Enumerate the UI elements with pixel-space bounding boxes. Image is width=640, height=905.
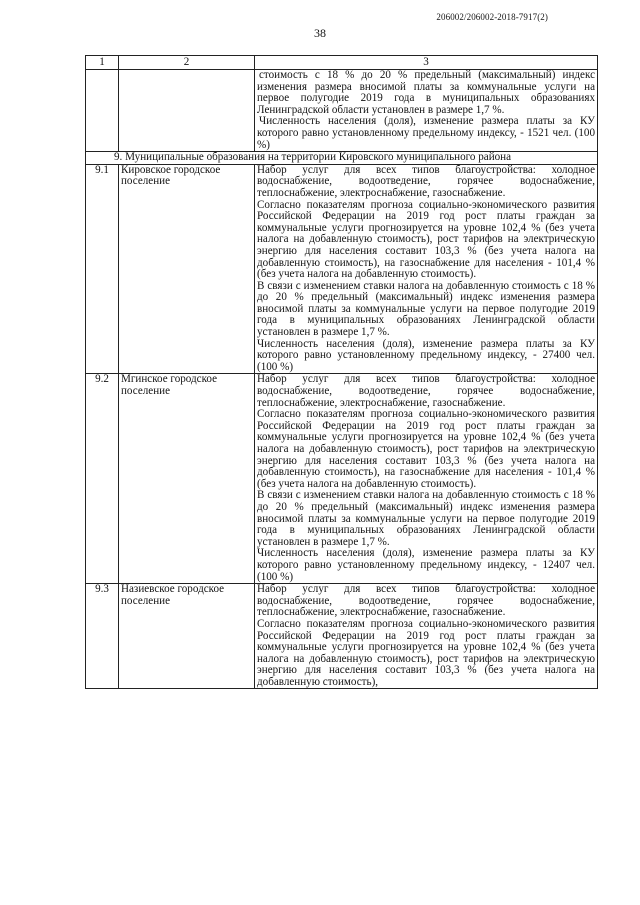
- paragraph: Численность населения (доля), изменение размера платы за КУ которого равно установленному предельному индексу, - 27400 чел. (100 %): [257, 337, 595, 373]
- row-text-cell: [255, 374, 598, 584]
- table-row: [86, 584, 598, 689]
- row-number: 9.3: [86, 584, 119, 689]
- municipality-name: Назиевское городское поселение: [119, 584, 255, 689]
- column-header-3: 3: [255, 56, 598, 70]
- tariff-table: [85, 55, 598, 689]
- table-row: [86, 164, 598, 374]
- row-name-cell: [119, 70, 255, 152]
- paragraph: В связи с изменением ставки налога на добавленную стоимость с 18 % до 20 % предельный (максимальный) индекс изменения размера вносимой платы за коммунальные услуги на первое полугодие 2019 года в муниципальных образованиях Ленинградской области установлен в размере 1,7 %.: [257, 279, 595, 339]
- paragraph: Согласно показателям прогноза социально-экономического развития Российской Федерации на 2019 год рост платы граждан за коммунальные услуги прогнозируется на уровне 102,4 % (без учета налога на добавленную стоимость), рост тарифов на электрическую энергию для населения составит 103,3 % (без учета налога на добавленную стоимость), на газоснабжение для населения - 101,4 % (без учета налога на добавленную стоимость).: [257, 408, 595, 490]
- column-header-1: 1: [86, 56, 119, 70]
- municipality-name: Кировское городское поселение: [119, 164, 255, 374]
- paragraph: Согласно показателям прогноза социально-экономического развития Российской Федерации на 2019 год рост платы граждан за коммунальные услуги прогнозируется на уровне 102,4 % (без учета налога на добавленную стоимость), рост тарифов на электрическую энергию для населения составит 103,3 % (без учета налога на добавленную стоимость), на газоснабжение для населения - 101,4 % (без учета налога на добавленную стоимость).: [257, 198, 595, 281]
- row-text-cell: [255, 584, 598, 689]
- document-id: 206002/206002-2018-7917(2): [436, 12, 548, 22]
- section-title: 9. Муниципальные образования на территории Кировского муниципального района: [86, 152, 598, 165]
- paragraph: Набор услуг для всех типов благоустройства: холодное водоснабжение, водоотведение, горячее водоснабжение, теплоснабжение, электроснабжение, газоснабжение.: [257, 163, 595, 199]
- row-text-cell: [255, 164, 598, 374]
- paragraph: стоимость с 18 % до 20 % предельный (максимальный) индекс изменения размера вносимой платы за коммунальные услуги на первое полугодие 2019 года в муниципальных образованиях Ленинградской области установлен в размере 1,7 %.: [257, 69, 595, 116]
- table-header-row: [86, 56, 598, 70]
- row-number-cell: [86, 70, 119, 152]
- paragraph: Набор услуг для всех типов благоустройства: холодное водоснабжение, водоотведение, горячее водоснабжение, теплоснабжение, электроснабжение, газоснабжение.: [257, 583, 595, 619]
- row-number: 9.1: [86, 164, 119, 374]
- paragraph: Численность населения (доля), изменение размера платы за КУ которого равно установленному предельному индексу, - 1521 чел. (100 %): [257, 115, 595, 151]
- page-number: 38: [314, 26, 326, 40]
- municipality-name: Мгинское городское поселение: [119, 374, 255, 584]
- section-row: [86, 152, 598, 165]
- table-row: [86, 374, 598, 584]
- column-header-2: 2: [119, 56, 255, 70]
- paragraph: В связи с изменением ставки налога на добавленную стоимость с 18 % до 20 % предельный (максимальный) индекс изменения размера вносимой платы за коммунальные услуги на первое полугодие 2019 года в муниципальных образованиях Ленинградской области установлен в размере 1,7 %.: [257, 489, 595, 548]
- row-text-cell: [255, 70, 598, 152]
- paragraph: Набор услуг для всех типов благоустройства: холодное водоснабжение, водоотведение, горячее водоснабжение, теплоснабжение, электроснабжение, газоснабжение.: [257, 373, 595, 409]
- paragraph: Согласно показателям прогноза социально-экономического развития Российской Федерации на 2019 год рост платы граждан за коммунальные услуги прогнозируется на уровне 102,4 % (без учета налога на добавленную стоимость), рост тарифов на электрическую энергию для населения составит 103,3 % (без учета налога на добавленную стоимость),: [257, 617, 595, 688]
- table-row-continued: [86, 70, 598, 152]
- paragraph: Численность населения (доля), изменение размера платы за КУ которого равно установленному предельному индексу, - 12407 чел. (100 %): [257, 547, 595, 583]
- row-number: 9.2: [86, 374, 119, 584]
